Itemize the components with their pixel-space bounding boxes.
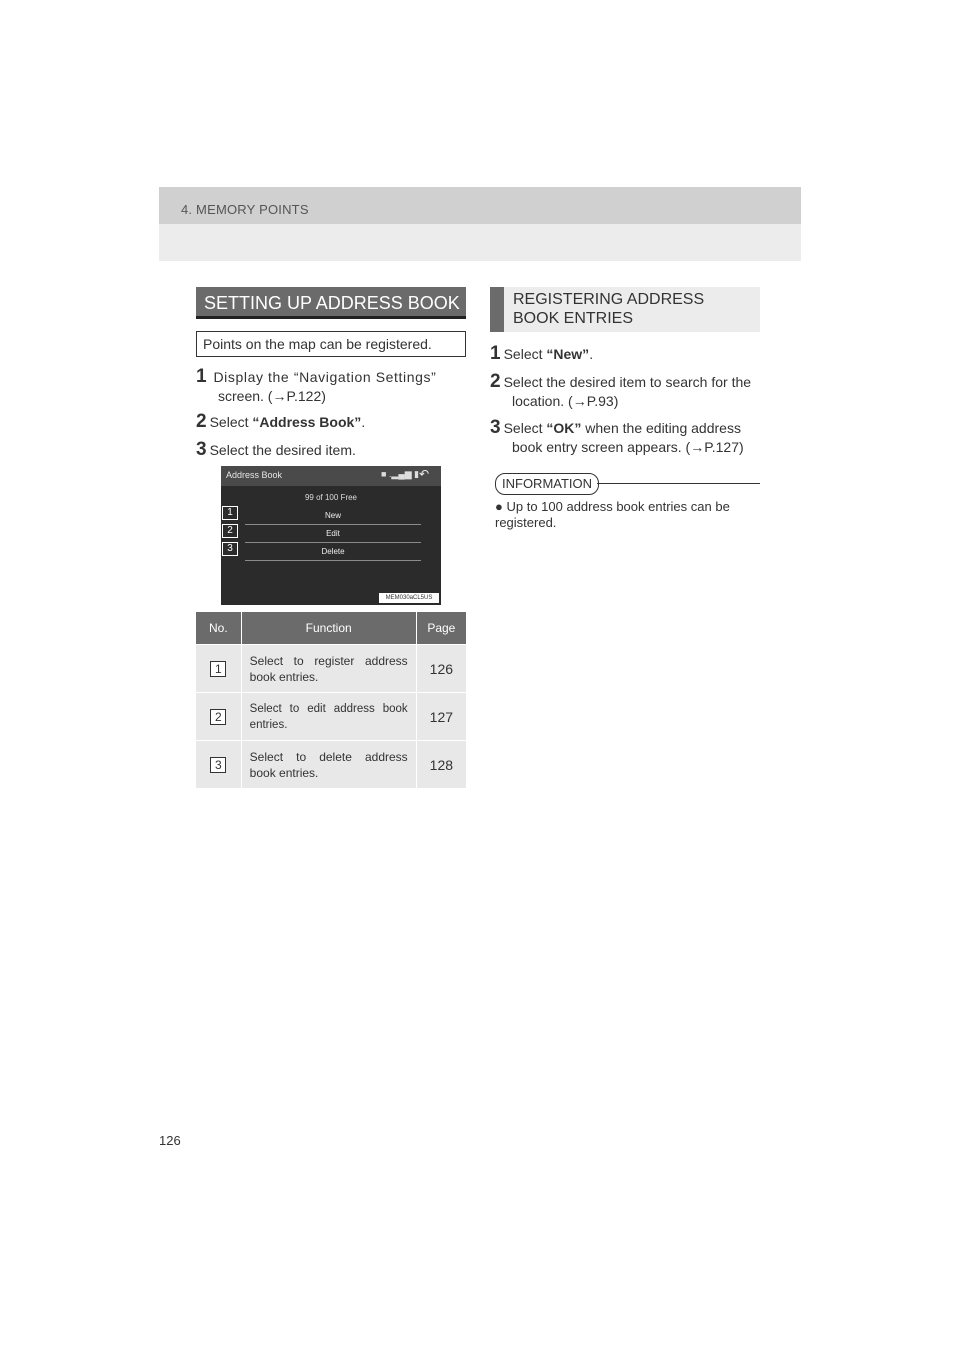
step-number: 2: [490, 371, 501, 392]
callout-2: 2: [222, 524, 238, 538]
table-row: [196, 645, 466, 693]
step-3-left: [196, 440, 356, 460]
header-page: Page: [416, 612, 466, 645]
callout-1: 1: [222, 506, 238, 520]
row-function: Select to register address book entries.: [241, 645, 416, 693]
page-number: 126: [159, 1133, 181, 1148]
table-header-row: [196, 612, 466, 645]
step-text-post: .: [589, 346, 594, 362]
information-divider: [597, 483, 760, 484]
intro-text: Points on the map can be registered.: [196, 331, 466, 357]
step-text-line2: location. (→P.93): [512, 393, 619, 409]
heading-line-2: BOOK ENTRIES: [513, 310, 634, 327]
row-number: 3: [210, 757, 226, 773]
information-label: INFORMATION: [495, 473, 599, 495]
header-no: No.: [196, 612, 241, 645]
heading-line-1: REGISTERING ADDRESS: [513, 291, 705, 308]
screen-delete-button: Delete: [245, 544, 421, 561]
callout-3: 3: [222, 542, 238, 556]
step-1-left: [196, 367, 466, 406]
row-page: 127: [416, 693, 466, 741]
section-heading-setup: SETTING UP ADDRESS BOOK: [196, 287, 466, 319]
table-row: [196, 741, 466, 789]
step-number: 1: [196, 366, 207, 387]
step-3-right: [490, 418, 765, 457]
step-2-right: [490, 372, 765, 411]
table-row: [196, 693, 466, 741]
step-text-line2: screen. (→P.122): [218, 388, 326, 404]
screen-free-count: 99 of 100 Free: [304, 493, 358, 502]
bullet-icon: ●: [495, 499, 503, 514]
step-bold: “OK”: [546, 420, 582, 436]
step-text: Select the desired item.: [209, 442, 356, 458]
step-text: Select the desired item to search for the: [503, 374, 752, 390]
screen-title: Address Book: [226, 470, 283, 480]
row-page: 128: [416, 741, 466, 789]
step-number: 3: [196, 439, 207, 460]
step-text: Select: [503, 346, 547, 362]
step-text-post: .: [361, 414, 366, 430]
step-text: Display the “Navigation Settings”: [213, 369, 437, 385]
step-bold: “Address Book”: [252, 414, 362, 430]
step-bold: “New”: [546, 346, 590, 362]
step-text-post: when the editing address: [581, 420, 741, 436]
row-number: 1: [210, 661, 226, 677]
row-page: 126: [416, 645, 466, 693]
row-number: 2: [210, 709, 226, 725]
step-number: 2: [196, 411, 207, 432]
step-2-left: [196, 412, 365, 432]
step-text: Select: [503, 420, 547, 436]
step-number: 1: [490, 343, 501, 364]
step-number: 3: [490, 417, 501, 438]
chapter-header: [159, 187, 801, 261]
chapter-title: 4. MEMORY POINTS: [181, 202, 309, 217]
information-text: [495, 499, 760, 531]
header-function: Function: [241, 612, 416, 645]
step-text: Select: [209, 414, 253, 430]
screen-new-button: New: [245, 508, 421, 525]
row-function: Select to edit address book entries.: [241, 693, 416, 741]
back-icon: ↶: [419, 467, 430, 481]
step-1-right: [490, 344, 593, 364]
section-heading-register: [490, 287, 760, 332]
address-book-screenshot: [221, 466, 441, 605]
step-text-line2: book entry screen appears. (→P.127): [512, 439, 744, 455]
image-code: MEM030aCL5US: [379, 593, 439, 603]
screen-edit-button: Edit: [245, 526, 421, 543]
function-table: [196, 612, 466, 788]
signal-icon: ■ .▂▄▆ ▮: [381, 469, 420, 479]
information-body: Up to 100 address book entries can be registered.: [495, 499, 730, 530]
row-function: Select to delete address book entries.: [241, 741, 416, 789]
